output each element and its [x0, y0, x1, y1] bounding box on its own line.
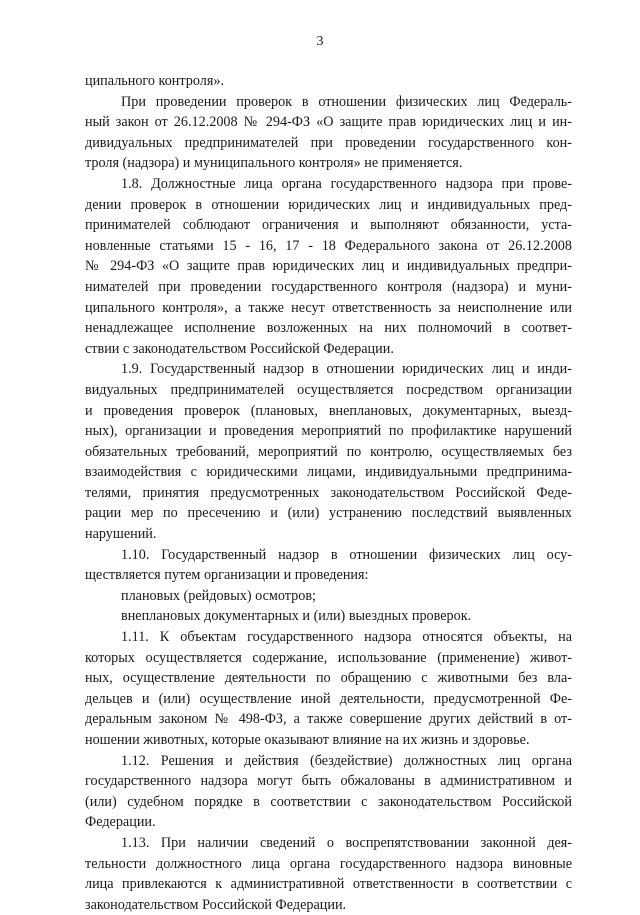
text-line: дении проверок в отношении юридических лиц и индивидуальных пред-	[85, 196, 572, 213]
text-line: принимателей соблюдают ограничения и выполняют обязанности, уста-	[85, 217, 572, 234]
text-line: ных, осуществление деятельности по обращению с животными без вла-	[85, 670, 572, 687]
text-line: взаимодействия с юридическими лицами, индивидуальными предпринима-	[85, 464, 572, 481]
text-line: 1.10. Государственный надзор в отношении физических лиц осу-	[121, 546, 572, 563]
text-line: тельности должностного лица органа государственного надзора виновные	[85, 855, 572, 872]
text-line: ципального контроля».	[85, 73, 225, 89]
text-line: 1.8. Должностные лица органа государственного надзора при прове-	[121, 175, 572, 192]
text-line: троля (надзора) и муниципального контроля» не применяется.	[85, 155, 463, 172]
text-line: ципального контроля», а также несут ответственность за неисполнение или	[85, 299, 572, 316]
text-line: нимателей при проведении государственного контроля (надзора) и муни-	[85, 278, 572, 295]
text-line: дивидуальных предпринимателей при проведении государственного кон-	[85, 134, 572, 151]
text-line: При проведении проверок в отношении физических лиц Федераль-	[121, 93, 572, 110]
text-line: плановых (рейдовых) осмотров;	[121, 587, 316, 604]
text-line: 1.9. Государственный надзор в отношении юридических лиц и инди-	[121, 361, 572, 378]
text-line: дельцев и (или) осуществление иной деятельности, предусмотренной Фе-	[85, 690, 572, 707]
document-body	[85, 71, 572, 915]
text-line: Федерации.	[85, 814, 156, 831]
text-line: 1.13. При наличии сведений о воспрепятствовании законной дея-	[121, 834, 572, 851]
text-line: 1.11. К объектам государственного надзора относятся объекты, на	[121, 629, 572, 646]
text-line: ненадлежащее исполнение возложенных на них полномочий в соответ-	[85, 320, 572, 337]
text-line: деральным законом № 498-ФЗ, а также совершение других действий в от-	[85, 711, 572, 728]
text-line: 1.12. Решения и действия (бездействие) должностных лиц органа	[121, 752, 572, 769]
text-line: ных), организации и проведения мероприятий по профилактике нарушений	[85, 423, 572, 440]
text-line: новленные статьями 15 - 16, 17 - 18 Федерального закона от 26.12.2008	[85, 237, 572, 254]
text-line: законодательством Российской Федерации.	[85, 896, 347, 913]
text-line: обязательных требований, мероприятий по контролю, осуществляемых без	[85, 443, 572, 460]
text-line: и проведения проверок (плановых, внеплановых, документарных, выезд-	[85, 402, 572, 419]
text-line: видуальных предпринимателей осуществляется посредством организации	[85, 381, 572, 398]
text-line: нарушений.	[85, 526, 157, 543]
text-line: рации мер по пресечению и (или) устранению последствий выявленных	[85, 505, 572, 522]
text-line: государственного надзора могут быть обжалованы в административном и	[85, 773, 572, 790]
page-number: 3	[316, 34, 324, 49]
text-line: ный закон от 26.12.2008 № 294-ФЗ «О защите прав юридических лиц и ин-	[85, 114, 572, 131]
text-line: которых осуществляется содержание, использование (применение) живот-	[85, 649, 572, 666]
text-line: внеплановых документарных и (или) выездных проверок.	[121, 608, 472, 625]
text-line: ществляется путем организации и проведения:	[85, 567, 369, 584]
text-line: № 294-ФЗ «О защите прав юридических лиц и индивидуальных предпри-	[85, 258, 572, 275]
text-line: (или) судебном порядке в соответствии с законодательством Российской	[85, 793, 572, 810]
text-line: ношении животных, которые оказывают влияние на их жизнь и здоровье.	[85, 732, 530, 748]
text-line: лица привлекаются к административной ответственности в соответствии с	[85, 876, 572, 893]
text-line: телями, принятия предусмотренных законодательством Российской Феде-	[85, 484, 572, 501]
text-line: ствии с законодательством Российской Федерации.	[85, 340, 394, 357]
